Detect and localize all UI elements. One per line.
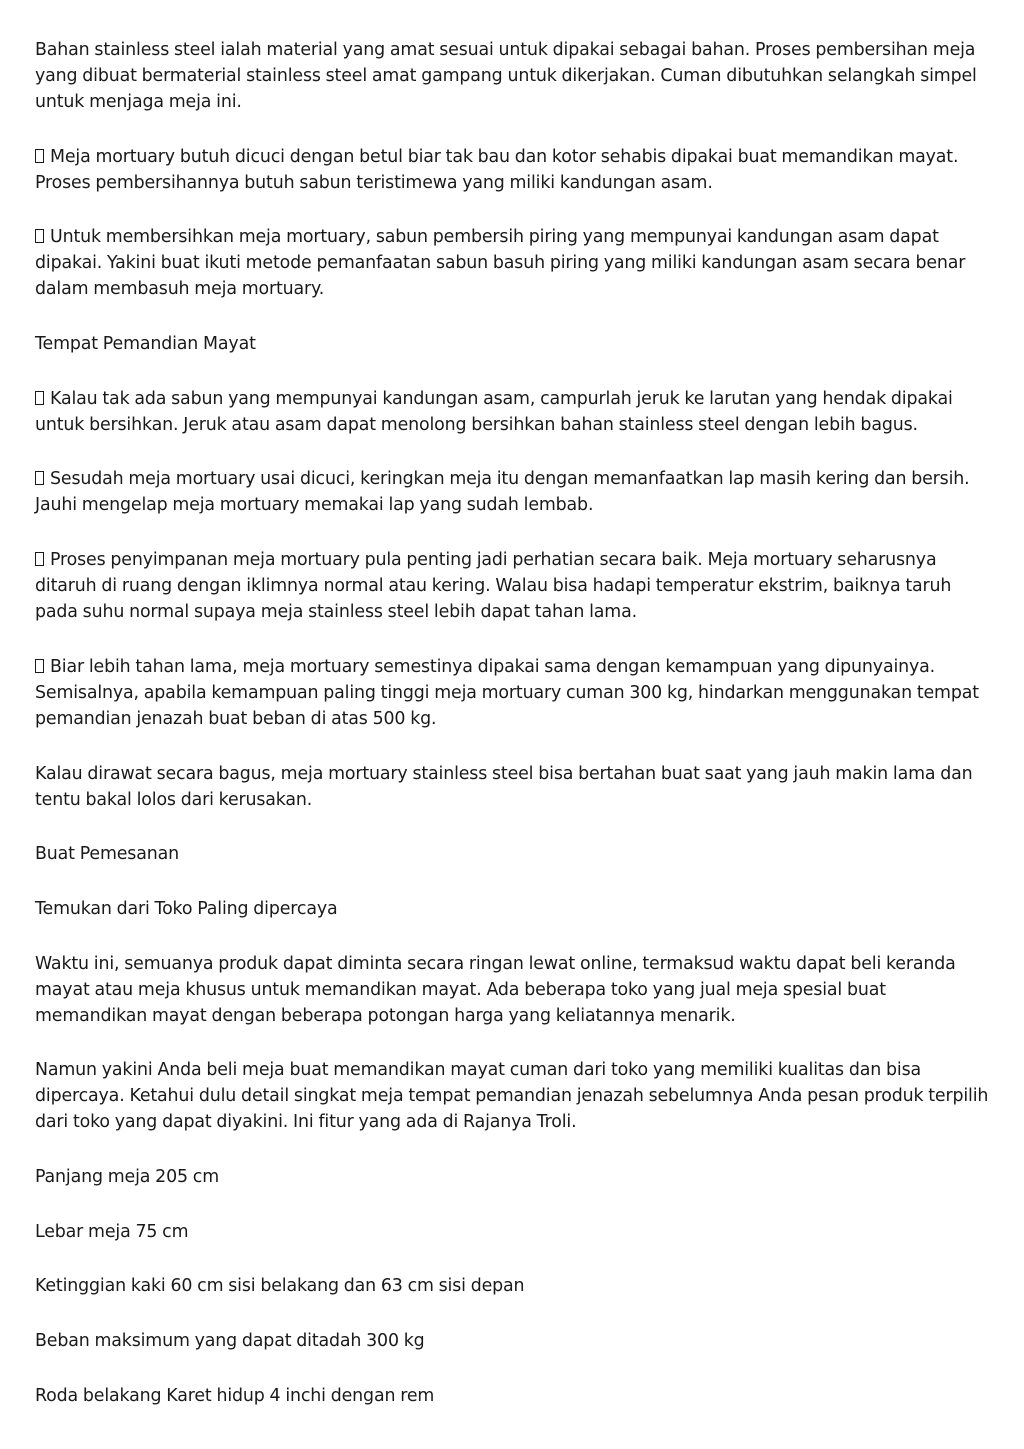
bullet-paragraph [35,466,995,518]
paragraph [35,761,995,813]
paragraph-text: Lebar meja 75 cm [35,1221,189,1242]
spec-line [35,1273,995,1299]
bullet-paragraph [35,386,995,438]
section-heading [35,896,995,922]
document-body [35,37,995,1437]
missing-glyph-box-icon [35,391,44,405]
paragraph-text: Tempat Pemandian Mayat [35,334,256,355]
paragraph-text: Buat Pemesanan [35,844,179,865]
paragraph-text: Ketinggian kaki 60 cm sisi belakang dan 63 cm sisi depan [35,1276,525,1297]
bullet-paragraph [35,144,995,196]
paragraph-text: Sesudah meja mortuary usai dicuci, keringkan meja itu dengan memanfaatkan lap masih kering dan bersih. Jauhi mengelap meja mortuary memakai lap yang sudah lembab. [35,469,970,516]
paragraph-text: Namun yakini Anda beli meja buat memandikan mayat cuman dari toko yang memiliki kualitas dan bisa dipercaya. Ketahui dulu detail singkat meja tempat pemandian jenazah sebelumnya Anda pesan produk terpilih dari toko yang dapat diyakini. Ini fitur yang ada di Rajanya Troli. [35,1060,989,1133]
bullet-paragraph [35,654,995,732]
paragraph-text: Panjang meja 205 cm [35,1166,219,1187]
paragraph-text: Kalau tak ada sabun yang mempunyai kandungan asam, campurlah jeruk ke larutan yang hendak dipakai untuk bersihkan. Jeruk atau asam dapat menolong bersihkan bahan stainless steel dengan lebih bagus. [35,388,953,435]
missing-glyph-box-icon [35,552,44,566]
paragraph-text: Beban maksimum yang dapat ditadah 300 kg [35,1331,425,1351]
paragraph-intro [35,37,995,115]
spec-line [35,1383,995,1409]
paragraph-text: Bahan stainless steel ialah material yang amat sesuai untuk dipakai sebagai bahan. Proses pembersihan meja yang dibuat bermaterial stainless steel amat gampang untuk dikerjakan. Cuman dibutuhkan selangkah simpel untuk menjaga meja ini. [35,40,977,112]
paragraph-text: Biar lebih tahan lama, meja mortuary semestinya dipakai sama dengan kemampuan yang dipunyainya. Semisalnya, apabila kemampuan paling tinggi meja mortuary cuman 300 kg, hindarkan menggunakan tempat pemandian jenazah buat beban di atas 500 kg. [35,656,979,729]
missing-glyph-box-icon [35,229,44,243]
paragraph [35,951,995,1029]
section-heading [35,841,995,867]
bullet-paragraph [35,224,995,302]
paragraph-text: Roda belakang Karet hidup 4 inchi dengan rem [35,1385,435,1406]
paragraph-text: Kalau dirawat secara bagus, meja mortuary stainless steel bisa bertahan buat saat yang jauh makin lama dan tentu bakal lolos dari kerusakan. [35,763,973,810]
missing-glyph-box-icon [35,659,44,673]
spec-line [35,1219,995,1245]
paragraph-text: Meja mortuary butuh dicuci dengan betul biar tak bau dan kotor sehabis dipakai buat memandikan mayat. Proses pembersihannya butuh sabun teristimewa yang miliki kandungan asam. [35,146,959,193]
spec-line [35,1164,995,1190]
paragraph-text: Waktu ini, semuanya produk dapat diminta secara ringan lewat online, termaksud waktu dapat beli keranda mayat atau meja khusus untuk memandikan mayat. Ada beberapa toko yang jual meja spesial buat memandikan mayat dengan beberapa potongan harga yang keliatannya menarik. [35,953,956,1026]
paragraph-text: Untuk membersihkan meja mortuary, sabun pembersih piring yang mempunyai kandungan asam dapat dipakai. Yakini buat ikuti metode pemanfaatan sabun basuh piring yang miliki kandungan asam secara benar dalam membasuh meja mortuary. [35,227,966,300]
paragraph-text: Temukan dari Toko Paling dipercaya [35,898,338,919]
section-heading [35,331,995,357]
paragraph-text: Proses penyimpanan meja mortuary pula penting jadi perhatian secara baik. Meja mortuary seharusnya ditaruh di ruang dengan iklimnya normal atau kering. Walau bisa hadapi temperatur ekstrim, baiknya taruh pada suhu normal supaya meja stainless steel lebih dapat tahan lama. [35,550,952,623]
spec-line [35,1328,995,1354]
missing-glyph-box-icon [35,149,44,163]
paragraph [35,1057,995,1135]
bullet-paragraph [35,547,995,625]
missing-glyph-box-icon [35,471,44,485]
